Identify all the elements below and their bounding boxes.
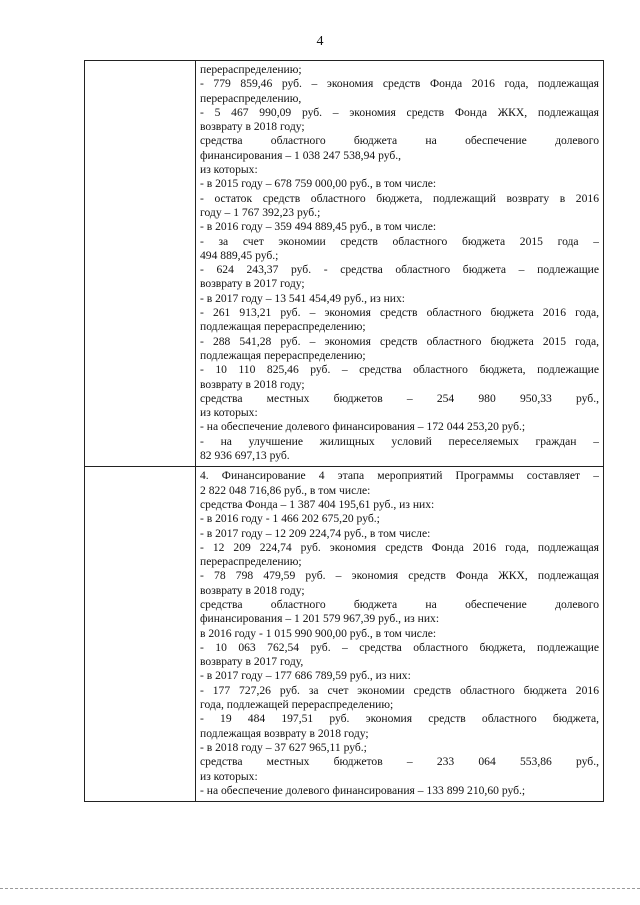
text-line: - 5 467 990,09 руб. – экономия средств Фонда ЖКХ, подлежащая [200,105,599,119]
text-line: в 2016 году - 1 015 990 900,00 руб., в том числе: [200,626,437,640]
text-line: перераспределению; [200,555,302,569]
text-line: - на обеспечение долевого финансирования – 133 899 210,60 руб.; [200,783,526,797]
financing-continuation-text [196,61,603,466]
text-line: финансирования – 1 038 247 538,94 руб., [200,148,402,162]
left-column-cell [85,467,196,802]
text-line: - 177 727,26 руб. за счет экономии средств областного бюджета 2016 [200,683,599,697]
text-line: перераспределению, [200,91,302,105]
text-line: - 288 541,28 руб. – экономия средств областного бюджета 2015 года, [200,334,599,348]
text-line: - в 2017 году – 12 209 224,74 руб., в том числе: [200,526,431,540]
scan-edge-line [0,888,640,891]
text-line: возврату в 2017 году; [200,277,305,291]
text-line: подлежащая перераспределению; [200,348,366,362]
text-line: - на улучшение жилищных условий переселяемых граждан – [200,434,599,448]
text-line: - 78 798 479,59 руб. – экономия средств Фонда ЖКХ, подлежащая [200,569,599,583]
text-line: - 10 063 762,54 руб. – средства областного бюджета, подлежащие [200,640,599,654]
text-line: средства областного бюджета на обеспечение долевого [200,134,599,148]
text-line: - в 2017 году – 13 541 454,49 руб., из них: [200,291,405,305]
text-line: - 624 243,37 руб. - средства областного бюджета – подлежащие [200,263,599,277]
text-line: средства местных бюджетов – 254 980 950,33 руб., [200,391,599,405]
text-line: возврату в 2018 году; [200,583,305,597]
text-line: - 261 913,21 руб. – экономия средств областного бюджета 2016 года, [200,306,599,320]
text-line: финансирования – 1 201 579 967,39 руб., из них: [200,612,440,626]
stage-4-financing-text [196,467,603,801]
page-number: 4 [316,34,324,49]
text-line: - в 2017 году – 177 686 789,59 руб., из них: [200,669,411,683]
text-line: 494 889,45 руб.; [200,248,279,262]
text-line: возврату в 2017 году, [200,655,304,669]
text-line: - в 2016 году - 1 466 202 675,20 руб.; [200,512,380,526]
text-line: перераспределению; [200,63,302,76]
text-line: подлежащая возврату в 2018 году; [200,726,369,740]
text-line: году – 1 767 392,23 руб.; [200,205,321,219]
text-line: - в 2016 году – 359 494 889,45 руб., в том числе: [200,220,437,234]
text-line: 2 822 048 716,86 руб., в том числе: [200,483,371,497]
text-line: из которых: [200,163,258,177]
left-column-cell [85,61,196,467]
text-line: средства местных бюджетов – 233 064 553,86 руб., [200,755,599,769]
text-line: - на обеспечение долевого финансирования – 172 044 253,20 руб.; [200,420,526,434]
text-line: средства Фонда – 1 387 404 195,61 руб., из них: [200,497,435,511]
right-column-cell [196,467,604,802]
right-column-cell [196,61,604,467]
text-line: - 10 110 825,46 руб. – средства областного бюджета, подлежащие [200,363,599,377]
text-line: 4. Финансирование 4 этапа мероприятий Программы составляет – [200,469,599,483]
text-line: - за счет экономии средств областного бюджета 2015 года – [200,234,599,248]
text-line: - в 2018 году – 37 627 965,11 руб.; [200,740,367,754]
text-line: - остаток средств областного бюджета, подлежащий возврату в 2016 [200,191,599,205]
text-line: 82 936 697,13 руб. [200,449,290,463]
text-line: - 19 484 197,51 руб. экономия средств областного бюджета, [200,712,599,726]
program-financing-table [84,60,604,802]
text-line: года, подлежащей перераспределению; [200,698,394,712]
table-row [85,467,604,802]
text-line: средства областного бюджета на обеспечение долевого [200,597,599,611]
table-row [85,61,604,467]
text-line: - в 2015 году – 678 759 000,00 руб., в том числе: [200,177,437,191]
text-line: возврату в 2018 году; [200,120,305,134]
text-line: подлежащая перераспределению; [200,320,366,334]
text-line: - 779 859,46 руб. – экономия средств Фонда 2016 года, подлежащая [200,77,599,91]
text-line: из которых: [200,769,258,783]
text-line: - 12 209 224,74 руб. экономия средств Фонда 2016 года, подлежащая [200,540,599,554]
text-line: из которых: [200,406,258,420]
text-line: возврату в 2018 году; [200,377,305,391]
